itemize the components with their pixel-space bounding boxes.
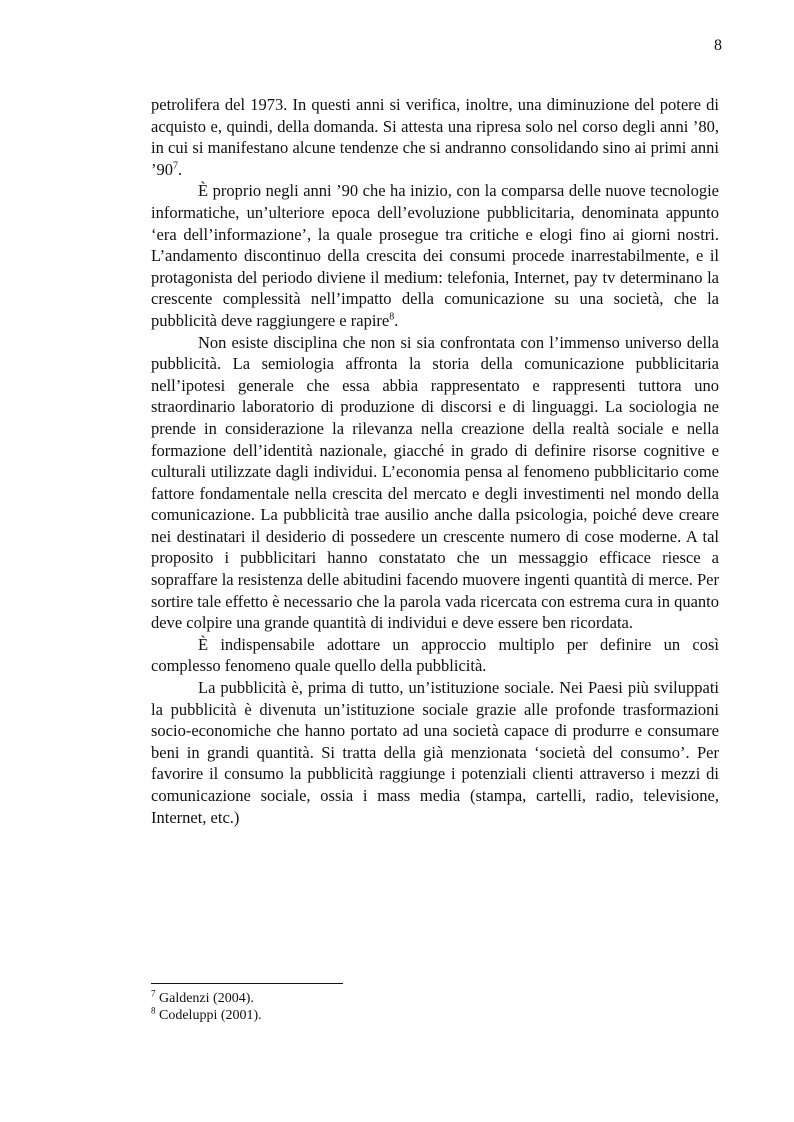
paragraph-2-text: È proprio negli anni ’90 che ha inizio, con la comparsa delle nuove tecnologie informatiche, un’ulteriore epoca dell’evoluzione pubblicitaria, denominata appunto ‘era dell’informazione’, la quale prosegue tra critiche e elogi fino ai giorni nostri. L’andamento discontinuo della crescita dei consumi procede inarrestabilmente, e il protagonista del periodo diviene il medium: telefonia, Internet, pay tv determinano la crescente complessità nell’impatto della comunicazione su una società, che la pubblicità deve raggiungere e rapire	[151, 181, 719, 330]
footnote-8	[151, 1007, 719, 1024]
footnote-7	[151, 990, 719, 1007]
paragraph-3: Non esiste disciplina che non si sia confrontata con l’immenso universo della pubblicità. La semiologia affronta la storia della comunicazione pubblicitaria nell’ipotesi generale che essa abbia rappresentato e rappresenti tuttora uno straordinario laboratorio di produzione di discorsi e di linguaggi. La sociologia ne prende in considerazione la rilevanza nella creazione della realtà sociale e nella formazione dell’identità nazionale, giacché in grado di definire risorse cognitive e culturali utilizzate dagli individui. L’economia pensa al fenomeno pubblicitario come fattore fondamentale nella crescita del mercato e degli investimenti nel mondo della comunicazione. La pubblicità trae ausilio anche dalla psicologia, poiché deve creare nei destinatari il desiderio di possedere un crescente numero di cose moderne. A tal proposito i pubblicitari hanno constatato che un messaggio efficace riesce a sopraffare la resistenza delle abitudini facendo muovere ingenti quantità di merce. Per sortire tale effetto è necessario che la parola vada ricercata con estrema cura in quanto deve colpire una grande quantità di individui e deve essere ben ricordata.	[151, 332, 719, 633]
paragraph-4: È indispensabile adottare un approccio multiplo per definire un così complesso fenomeno quale quello della pubblicità.	[151, 634, 719, 676]
paragraph-5: La pubblicità è, prima di tutto, un’istituzione sociale. Nei Paesi più sviluppati la pubblicità è divenuta un’istituzione sociale grazie alle profonde trasformazioni socio-economiche che hanno portato ad una società capace di produrre e consumare beni in grandi quantità. Si tratta della già menzionata ‘società del consumo’. Per favorire il consumo la pubblicità raggiunge i potenziali clienti attraverso i mezzi di comunicazione sociale, ossia i mass media (stampa, cartelli, radio, televisione, Internet, etc.)	[151, 678, 719, 827]
paragraph-2-end: .	[394, 310, 399, 330]
footnote-ref-8[interactable]: 8	[389, 311, 395, 323]
footnote-mark-8: 8	[151, 1005, 156, 1016]
body-text	[151, 94, 719, 828]
paragraph-1-end: .	[178, 159, 183, 179]
footnote-mark-7: 7	[151, 988, 156, 999]
footnotes	[151, 990, 719, 1024]
footnote-separator	[151, 983, 343, 984]
footnote-7-text: Galdenzi (2004).	[159, 991, 254, 1006]
paragraph-2	[151, 180, 719, 331]
footnote-8-text: Codeluppi (2001).	[159, 1008, 262, 1023]
footnote-ref-7[interactable]: 7	[173, 160, 178, 172]
page-number: 8	[714, 37, 722, 54]
paragraph-1	[151, 94, 719, 180]
paragraph-1-text: petrolifera del 1973. In questi anni si verifica, inoltre, una diminuzione del potere di acquisto e, quindi, della domanda. Si attesta una ripresa solo nel corso degli anni ’80, in cui si manifestano alcune tendenze che si andranno consolidando sino ai primi anni ’90	[151, 95, 719, 179]
